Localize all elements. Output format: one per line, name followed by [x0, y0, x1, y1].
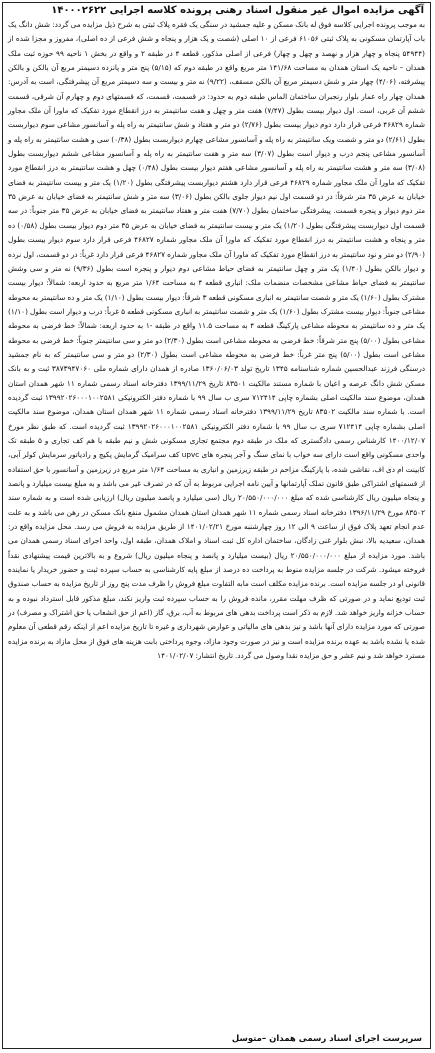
notice-title: آگهی مزایده اموال غیر منقول اسناد رهنی پرونده کلاسه اجرایی ۱۴۰۰۰۲۶۲۲: [51, 5, 424, 16]
notice-signature: سرپرست اجرای اسناد رسمی همدان –متوسل: [231, 1034, 422, 1044]
auction-notice: [2, 2, 431, 1049]
notice-body: به موجب پرونده اجرایی کلاسه فوق له بانک مسکن و علیه جمشید در سنگی یک فقره پلاک ثبتی به شرح ذیل مزایده می گردد: شش دانگ یک باب آپارتمان مسکونی به پلاک ثبتی ۶۱۰۵۶ فرعی از ۱۰ اصلی (شصت و یک هزار و پنجاه و شش فرعی از ده اصلی)، مفروز و مجزا شده از (۵۴۹۴۴ پنجاه و چهار هزار و نهصد و چهل و چهار) فرعی از اصلی مذکور، قطعه ۴ در طبقه ۲ و واقع در بخش ۱ ناحیه ۹۹ حوزه ثبت ملک همدان – ناحیه یک استان همدان به مساحت ۱۴۱/۶۸ متر مربع واقع در طبقه دوم که (۵/۱۵) پنج متر و پانزده دسیمتر مربع آن بالکن و بالکن پیشرفته، (۴/۰۶) چهار متر و شش دسیمتر مربع آن بالکن مسقف، (۹/۲۲) نه متر و بیست و سه دسیمتر مربع آن پیشرفتگی، است به آدرس: همدان چهار راه عمار بلوار رنجبران ساختمان الماس طبقه دوم به حدود: در قسمت، قسمت، که قسمتهای دوم و چهارم آن شرقی، قسمت ششم آن غربی، است. اول دیوار بیست بطول (۷/۴۷) هفت متر و چهل و هفت سانتیمتر به درز انقطاع مورد تفکیک که ماورا آن ملک مجاور شماره ۴۶۸۲۹ فرعی قرار دارد دوم دیوار بیست بطول (۲/۷۶) دو متر و هفتاد و شش سانتیمتر به راه پله و آسانسور مشاعی سوم دیواربست بطول (۲/۶۱) دو متر و شصت ویک سانتیمتر به راه پله و آسانسور مشاعی چهارم دیواربست بطول (۰/۳۸) سی و هشت سانتیمتر به راه پله و آسانسور مشاعی پنجم درب و دیوار است بطول (۳/۰۷) سه متر و هفت سانتیمتر به راه پله و آسانسور مشاعی ششم دیواربست بطول (۳/۰۸) سه متر و هشت سانتیمتر به راه پله و آسانسور مشاعی هفتم دیوار بیست بطول (۰/۴۸) چهل و هشت سانتیمتر به درز انقطاع مورد تفکیک که ماورا آن ملک مجاور شماره ۴۶۸۲۹ فرعی قرار دارد هشتم دیواربست پیشرفتگی بطول (۱/۲۰) یک متر و بیست سانتیمتر به فضای خیابان به عرض ۳۵ متر شرقاً: در دو قسمت اول نیم دیوار جلوی بالکن بطول (۳/۰۶) سه متر و شش سانتیمتر به فضای خیابان به عرض ۳۵ متر دوم دیوار و پنجره قسمت. پیشرفتگی ساختمان بطول (۷/۷۰) هفت متر و هفتاد سانتیمتر به فضای خیابان به عرض ۳۵ متر جنوباً: در سه قسمت اول دیواربست پیشرفتگی بطول (۱/۲۰) یک متر و بیست سانتیمتر به فضای خیابان به عرض ۳۵ متر دوم دیوار بیست بطول (۰/۵۸) ده متر و پنجاه و هشت سانتیمتر به درز انقطاع مورد تفکیک که ماورا آن ملک مجاور شماره ۴۶۸۲۷ فرعی قرار دارد سوم دیوار بیست بطول (۲/۹۰) دو متر و نود سانتیمتر به درز انقطاع مورد تفکیک که ماورا آن ملک مجاور شماره ۴۶۸۲۷ فرعی قرار دارد غرباً: در دو قسمت، اول نرده و دیوار بالکن بطول (۱/۴۰) یک متر و چهل سانتیمتر به فضای حیاط مشاعی دوم دیوار و پنجره است بطول (۹/۳۶) نه متر و سی وشش سانتیمتر به فضای حیاط مشاعی مشخصات منضمات ملک: انباری قطعه ۴ به مساحت ۱/۶۴ متر مربع به حدود اربعه: شمالاً: دیوار بیست مشترک بطول (۱/۶۰) یک متر و شصت سانتیمتر به انباری مسکونی قطعه ۳ شرقاً: دیوار بیست بطول (۱/۱۰) یک متر و ده سانتیمتر به محوطه مشاعی جنوباً: دیوار بیست مشترک بطول (۱/۶۰) یک متر و شصت سانتیمتر به انباری مسکونی قطعه ۵ غرباً: درب و دیوار است بطول (۱/۱۰) یک متر و ده سانتیمتر به محوطه مشاعی پارکینگ قطعه ۴ به مساحت ۱۱.۵ واقع در طبقه -۱ به حدود اربعه: شمالاً: خط فرضی به محوطه مشاعی بطول (۵/۰۰) پنج متر شرقاً: خط فرضی به محوطه مشاعی است بطول (۲/۳۰) دو متر و سی سانتیمتر جنوباً: خط فرضی به محوطه مشاعی است بطول (۵/۰۰) پنج متر غرباً: خط فرضی به محوطه مشاعی است بطول (۲/۳۰) دو متر و سی سانتیمتر که به نام جمشید درسنگی فرزند عبدالحسین شماره شناسنامه ۱۳۴۵ تاریخ تولد ۱۳۶۰/۰۶/۰۳ صادره از همدان دارای شماره ملی ۳۸۷۳۹۴۷۰۶۰ ثبت و به بانک مسکن شش دانگ عرصه و اعیان با شماره مستند مالکیت ۸۳۵۰۱ تاریخ ۱۳۹۹/۱۱/۲۹ دفترخانه اسناد رسمی شماره ۱۱ شهر همدان استان همدان، موضوع سند مالکیت اصلی بشماره چاپی ۷۱۲۴۱۴ سری ب سال ۹۹ با شماره دفتر الکترونیکی ۱۳۹۹۲۰۲۶۰۰۰۱۰۰۲۵۸۱ ثبت گردیده است. با شماره سند مالکیت ۸۳۵۰۲ تاریخ ۱۳۹۹/۱۱/۲۹ دفترخانه اسناد رسمی شماره ۱۱ شهر همدان استان همدان، موضوع سند مالکیت اصلی بشماره چاپی ۷۱۲۴۱۴ سری ب سال ۹۹ با شماره دفتر الکترونیکی ۱۳۹۹۲۰۲۶۰۰۰۱۰۰۲۵۸۱ ثبت گردیده است. که طبق نظر مورخ ۱۴۰۰/۱۲/۰۷ کارشناس رسمی دادگستری که ملک در طبقه دوم مجتمع تجاری مسکونی شش و نیم طبقه با هم کف تجاری و ۵ طبقه تک واحدی مسکونی واقع است دارای سه خواب با نمای سنگ و آجر پنجره های upvc کف سرامیک گرمایش پکیج و رادیاتور سرمایش کولر آبی، کابینت ام دی اف، نقاشی شده، با پارکینگ مزاحم در طبقه زیرزمین و انباری به مساحت ۱/۶۴ متر مربع در زیرزمین و آسانسور با حق استفاده از قسمتهای اشتراکی طبق قانون تملک آپارتمانها و آیین نامه اجرایی مربوط به آن که در تصرف غیر می باشد و به مبلغ بیست میلیارد و پانصد و پنجاه میلیون ریال کارشناسی شده که مبلغ ۲۰/۵۵۰/۰۰۰/۰۰۰ ریال (سی میلیارد و پانصد میلیون ریال) ارزیابی شده است و به شماره سند ۸۳۵۰۲ مورخ ۱۳۹۶/۱۱/۲۹ دفترخانه اسناد رسمی شماره ۱۱ شهر همدان استان همدان مشمول منفع بانک مسکن در رهن می باشد و به علت عدم انجام تعهد پلاک فوق از ساعت ۹ الی ۱۲ روز چهارشنبه مورخ ۱۴۰۱/۰۲/۲۱ از طریق مزایده به فروش می رسد. محل مزایده واقع در: همدان، سعیدیه بالا، نبش بلوار غنی زادگان، ساختمان اداره کل ثبت اسناد و املاک همدان، طبقه اول، واحد اجرای اسناد رسمی همدان می باشد. مورد مزایده از مبلغ ۲۰/۵۵۰/۰۰۰/۰۰۰ ریال (بیست میلیارد و پانصد و پنجاه میلیون ریال) شروع و به بالاترین قیمت پیشنهادی نقداً فروخته میشود. شرکت در جلسه مزایده منوط به پرداخت ده درصد از مبلغ پایه کارشناسی به حساب سپرده ثبت و حضور خریدار یا نماینده قانونی او در جلسه مزایده است. برنده مزایده مکلف است مابه التفاوت مبلغ فروش را ظرف مدت پنج روز از تاریخ مزایده به حساب صندوق ثبت تودیع نماید و در صورتی که ظرف مهلت مقرر، مانده فروش را به حساب سپرده ثبت واریز نکند، مبلغ مذکور قابل استرداد نبوده و به حساب خزانه واریز خواهد شد. لازم به ذکر است پرداخت بدهی های مربوط به آب، برق، گاز (اعم از حق انشعاب یا حق اشتراک و مصرف) در صورتی که مورد مزایده دارای آنها باشد و نیز بدهی های مالیاتی و عوارض شهرداری و غیره تا تاریخ مزایده اعم از اینکه رقم قطعی آن معلوم شده یا نشده باشد به عهده برنده مزایده است و نیز در صورت وجود مازاد، وجوه پرداختی بابت هزینه های فوق از محل مازاد به برنده مزایده مسترد خواهد شد و نیم عشر و حق مزایده نقدا وصول می گردد. تاریخ انتشار: ۱۴۰۱/۰۲/۰۷: [8, 20, 426, 661]
